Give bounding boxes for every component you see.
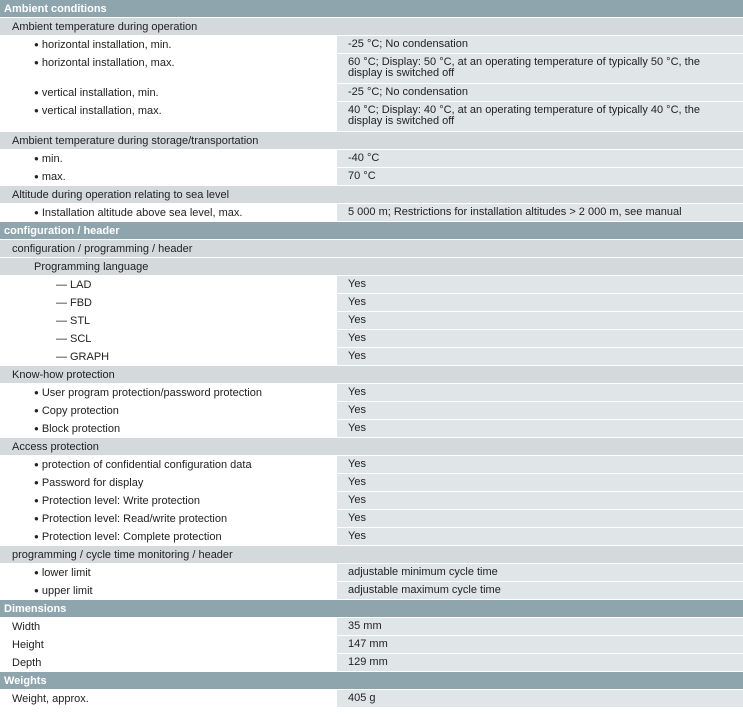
- row-value: 70 °C: [337, 168, 743, 185]
- table-row: [0, 168, 743, 186]
- row-value: adjustable minimum cycle time: [337, 564, 743, 581]
- row-value: Yes: [337, 474, 743, 491]
- row-label: ● Protection level: Write protection: [0, 495, 200, 507]
- row-value: 405 g: [337, 690, 743, 707]
- row-value: -25 °C; No condensation: [337, 84, 743, 101]
- table-row: [0, 654, 743, 672]
- row-value: Yes: [337, 276, 743, 293]
- row-label: Weight, approx.: [12, 693, 89, 705]
- group-header-altitude: [0, 186, 743, 204]
- row-label: — GRAPH: [0, 351, 109, 363]
- row-value: 40 °C; Display: 40 °C, at an operating temperature of typically 40 °C, the display is switched off: [337, 102, 743, 131]
- table-row: [0, 618, 743, 636]
- table-row: [0, 528, 743, 546]
- row-label: ● Protection level: Complete protection: [0, 531, 222, 543]
- row-value: Yes: [337, 420, 743, 437]
- table-row: [0, 690, 743, 708]
- row-label: ● protection of confidential configuration data: [0, 459, 252, 471]
- row-value: Yes: [337, 348, 743, 365]
- table-row: [0, 150, 743, 168]
- table-row: [0, 510, 743, 528]
- group-title: Access protection: [12, 440, 99, 453]
- row-value: adjustable maximum cycle time: [337, 582, 743, 599]
- group-header-access: [0, 438, 743, 456]
- row-value: Yes: [337, 456, 743, 473]
- row-value: -40 °C: [337, 150, 743, 167]
- group-header-knowhow: [0, 366, 743, 384]
- row-value: Yes: [337, 510, 743, 527]
- table-row: [0, 474, 743, 492]
- row-value: Yes: [337, 492, 743, 509]
- row-value: -25 °C; No condensation: [337, 36, 743, 53]
- group-title: Ambient temperature during storage/transportation: [12, 134, 259, 147]
- row-label: ● Copy protection: [0, 405, 119, 417]
- table-row: [0, 420, 743, 438]
- row-value: 35 mm: [337, 618, 743, 635]
- group-title: Programming language: [34, 260, 149, 273]
- table-row: [0, 402, 743, 420]
- table-row: [0, 84, 743, 102]
- group-title: Altitude during operation relating to sea level: [12, 188, 230, 201]
- row-value: 60 °C; Display: 50 °C, at an operating temperature of typically 50 °C, the display is switched off: [337, 54, 743, 83]
- table-row: [0, 204, 743, 222]
- table-row: [0, 276, 743, 294]
- row-label: Height: [12, 639, 44, 651]
- row-label: — STL: [0, 315, 90, 327]
- group-header-programming: [0, 240, 743, 258]
- section-header-dimensions: [0, 600, 743, 618]
- row-label: ● User program protection/password protection: [0, 387, 262, 399]
- table-row: [0, 636, 743, 654]
- row-value: 147 mm: [337, 636, 743, 653]
- table-row: [0, 102, 743, 132]
- group-title: Ambient temperature during operation: [12, 20, 198, 33]
- table-row: [0, 384, 743, 402]
- row-label: ● max.: [0, 171, 66, 183]
- section-header-weights: [0, 672, 743, 690]
- row-label: ● Block protection: [0, 423, 120, 435]
- section-title: Ambient conditions: [4, 2, 107, 15]
- row-value: 129 mm: [337, 654, 743, 671]
- table-row: [0, 36, 743, 54]
- section-title: configuration / header: [4, 224, 120, 237]
- table-row: [0, 582, 743, 600]
- row-label: ● vertical installation, min.: [0, 87, 159, 99]
- table-row: [0, 456, 743, 474]
- row-label: — LAD: [0, 279, 91, 291]
- row-label: ● horizontal installation, max.: [0, 57, 175, 69]
- group-title: configuration / programming / header: [12, 242, 193, 255]
- row-value: Yes: [337, 384, 743, 401]
- row-value: Yes: [337, 528, 743, 545]
- row-label: ● lower limit: [0, 567, 91, 579]
- row-label: ● min.: [0, 153, 63, 165]
- row-label: ● upper limit: [0, 585, 93, 597]
- table-row: [0, 348, 743, 366]
- group-header-programming-language: [0, 258, 743, 276]
- group-title: Know-how protection: [12, 368, 115, 381]
- section-title: Weights: [4, 674, 47, 687]
- row-label: ● horizontal installation, min.: [0, 39, 171, 51]
- table-row: [0, 564, 743, 582]
- row-label: ● Installation altitude above sea level, max.: [0, 207, 242, 219]
- row-value: Yes: [337, 312, 743, 329]
- row-label: ● vertical installation, max.: [0, 105, 162, 117]
- group-header-cycle-time: [0, 546, 743, 564]
- row-label: Width: [12, 621, 41, 633]
- group-header-storage-temp: [0, 132, 743, 150]
- table-row: [0, 492, 743, 510]
- row-label: — SCL: [0, 333, 91, 345]
- group-header-operation-temp: [0, 18, 743, 36]
- row-value: Yes: [337, 402, 743, 419]
- section-header-ambient: [0, 0, 743, 18]
- row-label: — FBD: [0, 297, 92, 309]
- row-value: 5 000 m; Restrictions for installation altitudes > 2 000 m, see manual: [337, 204, 743, 221]
- group-title: programming / cycle time monitoring / header: [12, 548, 233, 561]
- section-title: Dimensions: [4, 602, 67, 615]
- table-row: [0, 312, 743, 330]
- row-value: Yes: [337, 294, 743, 311]
- row-value: Yes: [337, 330, 743, 347]
- row-label: Depth: [12, 657, 42, 669]
- table-row: [0, 54, 743, 84]
- row-label: ● Protection level: Read/write protection: [0, 513, 227, 525]
- section-header-configuration: [0, 222, 743, 240]
- table-row: [0, 294, 743, 312]
- row-label: ● Password for display: [0, 477, 143, 489]
- table-row: [0, 330, 743, 348]
